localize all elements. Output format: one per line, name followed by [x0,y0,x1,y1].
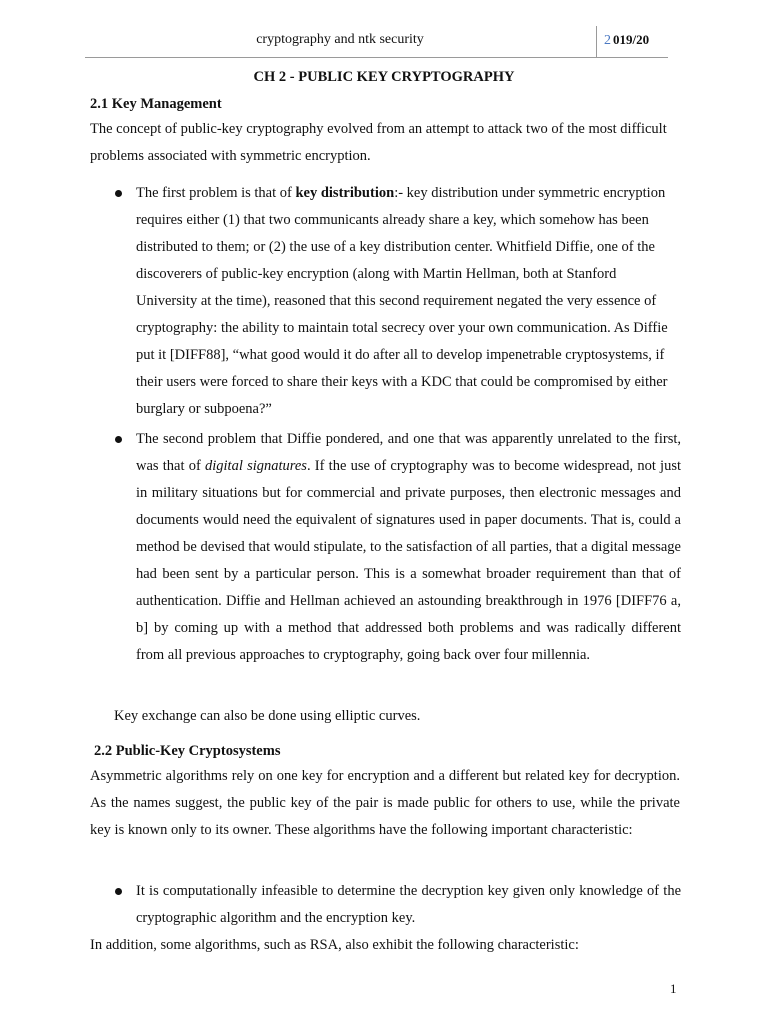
bullet-1-rest: :- key distribution under symmetric encryption requires either (1) that two communicants already share a key, which somehow has been distributed to them; or (2) the use of a key distribution center. Whitfield Diffie, one of the discoverers of public-key encryption (along with Martin Hellman, both at Stanford University at the time), reasoned that this second requirement negated the very essence of cryptography: the ability to maintain total secrecy over your own communication. As Diffie put it [DIFF88], “what good would it do after all to develop impenetrable cryptosystems, if their users were forced to share their keys with a KDC that could be compromised by either burglary or subpoena?” [136,185,668,417]
chapter-title: CH 2 - PUBLIC KEY CRYPTOGRAPHY [253,69,515,85]
bullet-digital-signatures [136,426,681,669]
section-2-closing: In addition, some algorithms, such as RSA, also exhibit the following characteristic: [90,937,579,953]
bullet-computational-infeasibility: It is computationally infeasible to determine the decryption key given only knowledge of the cryptographic algorithm and the encryption key. [136,883,681,926]
page-number: 1 [670,981,677,996]
bullet-icon [115,436,122,443]
bullet-2-italic-term: digital signatures [205,458,307,474]
section-heading-public-key-cryptosystems: 2.2 Public-Key Cryptosystems [94,743,281,759]
bullet-1-lead: The first problem is that of [136,185,296,201]
section-2-intro: Asymmetric algorithms rely on one key for encryption and a different but related key for decryption. As the names suggest, the public key of the pair is made public for others to use, while the private key is known only to its owner. These algorithms have the following important characteristic: [90,768,680,838]
header-year: 019/20 [613,32,650,47]
section-1-intro: The concept of public-key cryptography evolved from an attempt to attack two of the most difficult problems associated with symmetric encryption. [90,121,667,164]
bullet-2-lead: The second problem that Diffie pondered, and one that was apparently unrelated to the first, was that of [136,431,681,474]
bullet-key-distribution [136,180,681,423]
header-page-year [604,30,649,51]
header-divider [596,26,597,57]
elliptic-curves-note: Key exchange can also be done using elliptic curves. [114,708,421,724]
header-rule [85,57,668,58]
bullet-2-rest: . If the use of cryptography was to become widespread, not just in military situations but for commercial and private purposes, then electronic messages and documents would need the equivalent of signatures used in paper documents. That is, could a method be devised that would stipulate, to the satisfaction of all parties, that a digital message had been sent by a particular person. This is a somewhat broader requirement than that of authentication. Diffie and Hellman achieved an astounding breakthrough in 1976 [DIFF76 a, b] by coming up with a method that addressed both problems and was radically different from all previous approaches to cryptography, going back over four millennia. [136,458,682,663]
header-title: cryptography and ntk security [256,32,424,47]
bullet-icon [115,190,122,197]
header-page-number: 2 [604,33,611,48]
bullet-icon [115,888,122,895]
bullet-1-bold-term: key distribution [295,185,395,201]
section-heading-key-management: 2.1 Key Management [90,96,222,112]
